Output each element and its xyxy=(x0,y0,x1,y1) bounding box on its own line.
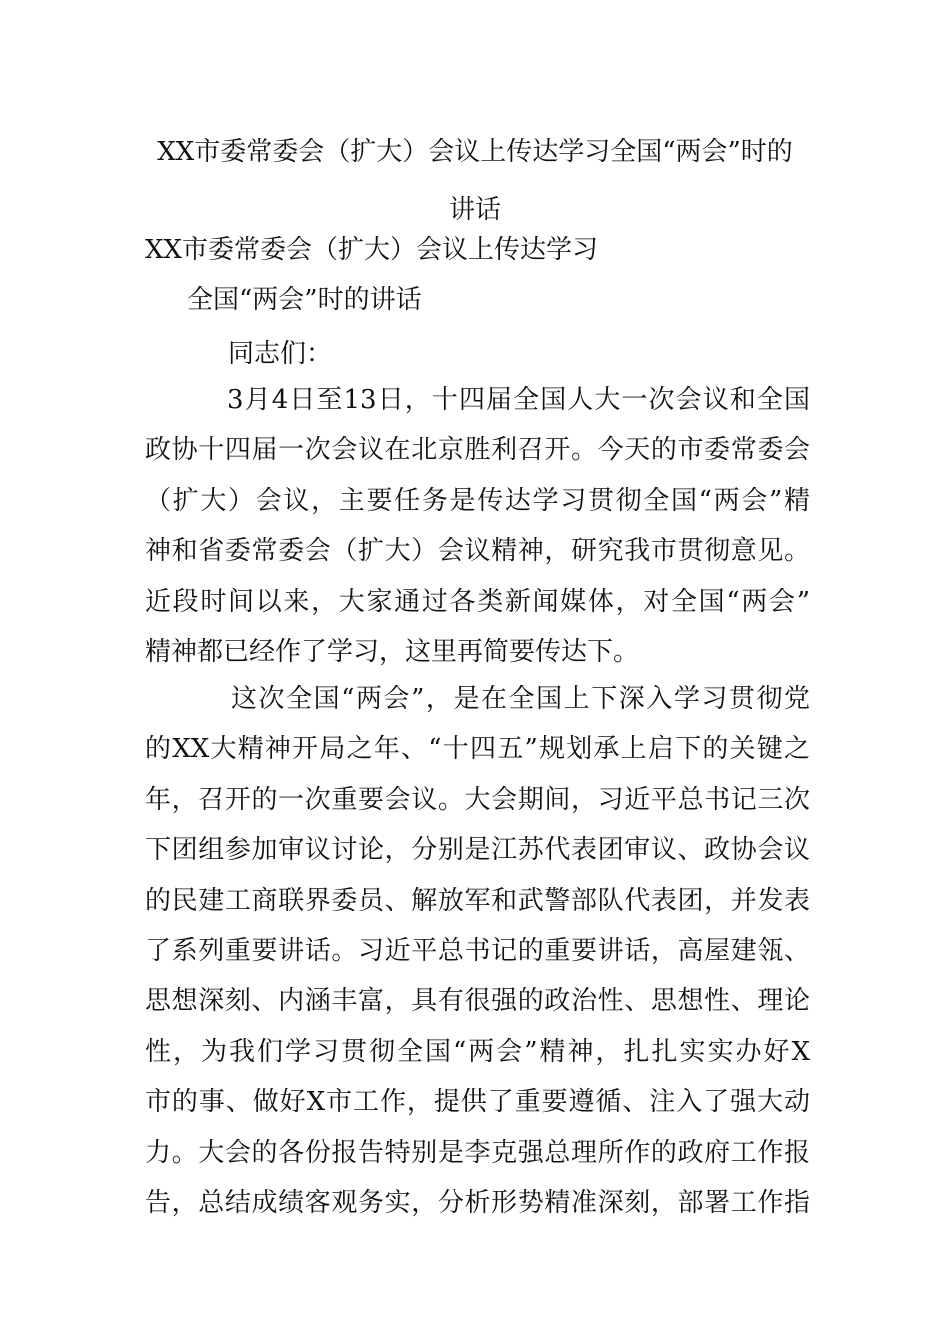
heading-line-1: XX市委常委会（扩大）会议上传达学习 xyxy=(145,235,599,265)
paragraph-line: 的XX大精神开局之年、“十四五”规划承上启下的关键之 xyxy=(145,734,810,765)
title-line-1: XX市委常委会（扩大）会议上传达学习全国“两会”时的 xyxy=(157,137,793,167)
paragraph-line: （扩大）会议，主要任务是传达学习贯彻全国“两会”精 xyxy=(145,485,810,516)
paragraph-line: 思想深刻、内涵丰富，具有很强的政治性、思想性、理论 xyxy=(145,986,810,1017)
paragraph-line: 这次全国“两会”，是在全国上下深入学习贯彻党 xyxy=(231,684,810,714)
paragraph-line: 下团组参加审议讨论，分别是江苏代表团审议、政协会议 xyxy=(145,835,810,866)
document-title xyxy=(120,123,830,239)
paragraph-1 xyxy=(145,375,810,677)
heading-line-2: 全国“两会”时的讲话 xyxy=(187,285,422,315)
paragraph-line: 性，为我们学习贯彻全国“两会”精神，扎扎实实办好X xyxy=(145,1036,810,1067)
paragraph-line: 力。大会的各份报告特别是李克强总理所作的政府工作报 xyxy=(145,1137,810,1168)
paragraph-line: 近段时间以来，大家通过各类新闻媒体，对全国“两会” xyxy=(145,586,810,617)
paragraph-line: 精神都已经作了学习，这里再简要传达下。 xyxy=(145,637,640,668)
paragraph-2 xyxy=(145,674,810,1228)
paragraph-line: 神和省委常委会（扩大）会议精神，研究我市贯彻意见。 xyxy=(145,536,810,567)
paragraph-line: 政协十四届一次会议在北京胜利召开。今天的市委常委会 xyxy=(145,435,810,466)
salutation: 同志们： xyxy=(228,339,333,369)
paragraph-line: 市的事、做好X市工作，提供了重要遵循、注入了强大动 xyxy=(145,1087,810,1118)
title-line-2: 讲话 xyxy=(448,195,501,225)
paragraph-line: 3月4日至13日，十四届全国人大一次会议和全国 xyxy=(227,385,810,415)
paragraph-line: 告，总结成绩客观务实，分析形势精准深刻，部署工作指 xyxy=(145,1188,810,1219)
paragraph-line: 年，召开的一次重要会议。大会期间，习近平总书记三次 xyxy=(145,784,810,815)
paragraph-line: 了系列重要讲话。习近平总书记的重要讲话，高屋建瓴、 xyxy=(145,936,810,967)
paragraph-line: 的民建工商联界委员、解放军和武警部队代表团，并发表 xyxy=(145,885,810,916)
